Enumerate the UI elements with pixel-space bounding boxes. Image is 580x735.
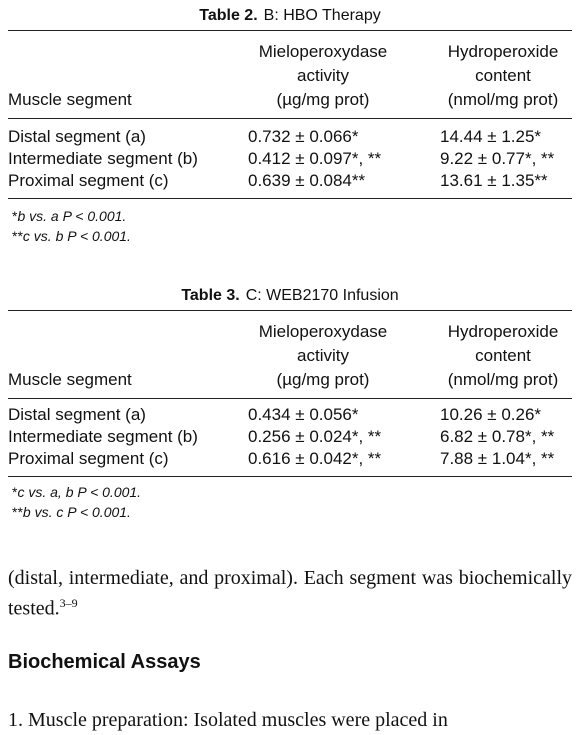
table-3-title: C: WEB2170 Infusion (245, 287, 399, 304)
hydroperoxide-cell: 14.44 ± 1.25* (440, 127, 542, 146)
table-3-hydro-header-line1: Hydroperoxide (447, 322, 559, 341)
section-heading: Biochemical Assays (8, 651, 201, 673)
footnote-mark: ** (12, 504, 23, 520)
footnote-text: b vs. c P < 0.001. (22, 504, 131, 520)
footnote-mark: * (12, 208, 18, 224)
table-3-mpo-header-line2: activity (297, 346, 349, 365)
table-2-segment-header: Muscle segment (8, 90, 132, 109)
segment-cell: Distal segment (a) (8, 127, 146, 146)
table-3-mpo-header-line3: (µg/mg prot) (276, 370, 370, 389)
table-2-mpo-header-line1: Mieloperoxydase (258, 42, 388, 61)
table-3-segment-header: Muscle segment (8, 370, 132, 389)
table-row (0, 148, 580, 170)
table-3-hydro-header-line2: content (475, 346, 531, 365)
table-row (0, 126, 580, 148)
hydroperoxide-cell: 10.26 ± 0.26* (440, 405, 542, 424)
mpo-cell: 0.616 ± 0.042*, ** (248, 449, 382, 468)
table-2-bottom-rule (8, 198, 572, 199)
hydroperoxide-cell: 13.61 ± 1.35** (440, 171, 548, 190)
body-paragraph-1-text: (distal, intermediate, and proximal). Each segment was biochemically tested. (8, 567, 572, 620)
mpo-cell: 0.639 ± 0.084** (248, 171, 366, 190)
footnote-text: b vs. a P < 0.001. (17, 208, 127, 224)
table-3-caption (0, 280, 580, 306)
table-2-hydro-header-line2: content (475, 66, 531, 85)
segment-cell: Proximal segment (c) (8, 171, 169, 190)
table-3-header-rule (8, 398, 572, 399)
hydroperoxide-cell: 9.22 ± 0.77*, ** (440, 149, 555, 168)
citation-superscript[interactable]: 3–9 (59, 596, 78, 610)
table-3-mpo-header (238, 320, 408, 392)
body-paragraph-2: 1. Muscle preparation: Isolated muscles were placed in (8, 709, 448, 731)
table-2-mpo-header-line2: activity (297, 66, 349, 85)
table-2-hydro-header-line1: Hydroperoxide (447, 42, 559, 61)
table-2-top-rule (8, 30, 572, 31)
segment-cell: Proximal segment (c) (8, 449, 169, 468)
table-2-footnote-2 (12, 226, 131, 246)
table-row (0, 170, 580, 192)
table-2-caption (0, 0, 580, 26)
segment-cell: Distal segment (a) (8, 405, 146, 424)
table-2-hydro-header-line3: (nmol/mg prot) (447, 90, 559, 109)
table-2-label: Table 2. (199, 7, 258, 24)
table-3-top-rule (8, 310, 572, 311)
table-2-mpo-header (238, 40, 408, 112)
table-3-mpo-header-line1: Mieloperoxydase (258, 322, 388, 341)
table-3-label: Table 3. (181, 287, 240, 304)
footnote-mark: * (12, 484, 18, 500)
mpo-cell: 0.732 ± 0.066* (248, 127, 359, 146)
mpo-cell: 0.412 ± 0.097*, ** (248, 149, 382, 168)
table-2-hydro-header (428, 40, 578, 112)
table-3-hydro-header-line3: (nmol/mg prot) (447, 370, 559, 389)
table-row (0, 404, 580, 426)
table-3-bottom-rule (8, 476, 572, 477)
table-2-footnote-1 (12, 206, 126, 226)
mpo-cell: 0.256 ± 0.024*, ** (248, 427, 382, 446)
mpo-cell: 0.434 ± 0.056* (248, 405, 359, 424)
hydroperoxide-cell: 7.88 ± 1.04*, ** (440, 449, 555, 468)
table-2 (0, 0, 580, 244)
table-3-footnote-1 (12, 482, 141, 502)
table-3 (0, 280, 580, 520)
hydroperoxide-cell: 6.82 ± 0.78*, ** (440, 427, 555, 446)
footnote-text: c vs. b P < 0.001. (22, 228, 131, 244)
table-2-title: B: HBO Therapy (263, 7, 381, 24)
table-3-footnote-2 (12, 502, 131, 522)
body-paragraph-1 (8, 566, 572, 622)
table-2-mpo-header-line3: (µg/mg prot) (276, 90, 370, 109)
segment-cell: Intermediate segment (b) (8, 149, 198, 168)
table-row (0, 426, 580, 448)
footnote-mark: ** (12, 228, 23, 244)
footnote-text: c vs. a, b P < 0.001. (17, 484, 142, 500)
table-3-hydro-header (428, 320, 578, 392)
segment-cell: Intermediate segment (b) (8, 427, 198, 446)
table-row (0, 448, 580, 470)
table-2-header-rule (8, 118, 572, 119)
